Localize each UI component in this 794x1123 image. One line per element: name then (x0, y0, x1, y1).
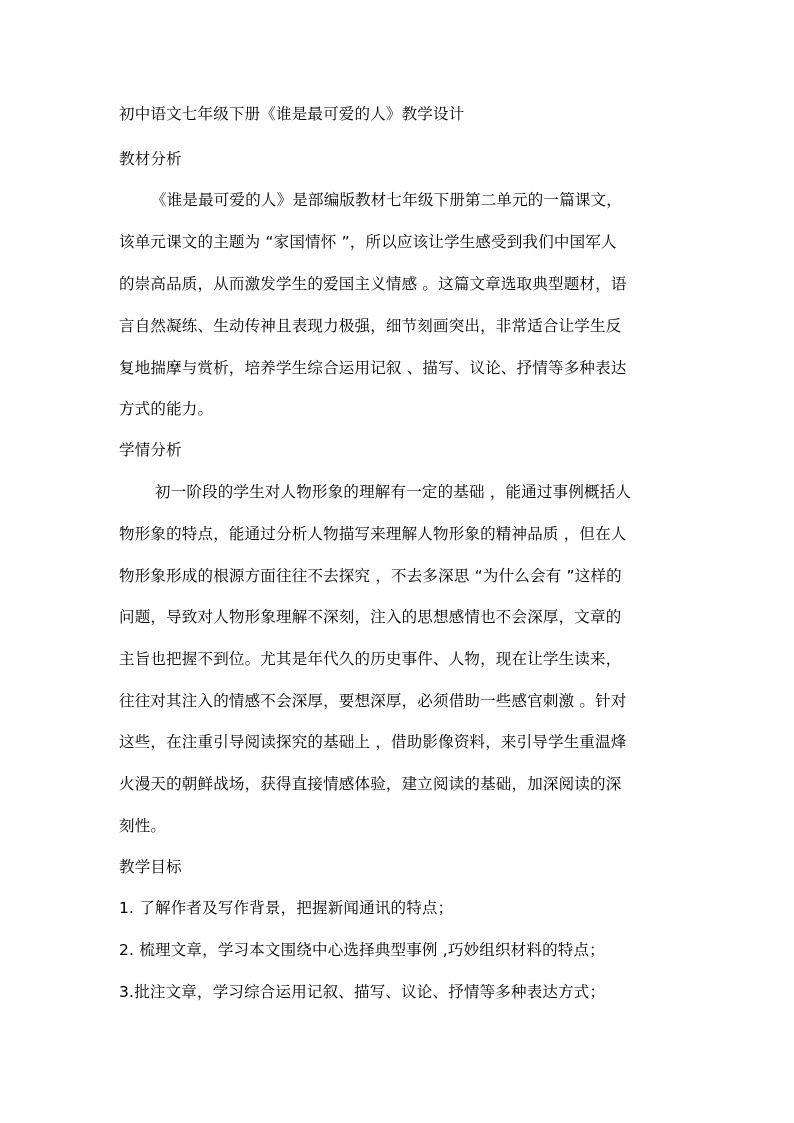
paragraph-line: 《谁是最可爱的人》是部编版教材七年级下册第二单元的一篇课文， (151, 191, 623, 209)
paragraph-line: 问题，导致对人物形象理解不深刻，注入的思想感情也不会深厚，文章的 (119, 608, 622, 626)
paragraph-line: 该单元课文的主题为 “家国情怀 ”，所以应该让学生感受到我们中国军人 (119, 233, 617, 251)
paragraph-line: 言自然凝练、生动传神且表现力极强，细节刻画突出，非常适合让学生反 (119, 317, 622, 335)
paragraph-line: 刻性。 (119, 817, 167, 835)
section-heading-learner-analysis: 学情分析 (119, 441, 182, 459)
paragraph-line: 火漫天的朝鲜战场，获得直接情感体验，建立阅读的基础，加深阅读的深 (119, 775, 622, 793)
list-item: 1. 了解作者及写作背景，把握新闻通讯的特点； (119, 899, 454, 917)
paragraph-line: 的崇高品质，从而激发学生的爱国主义情感 。这篇文章选取典型题材，语 (119, 275, 627, 293)
paragraph-line: 主旨也把握不到位。尤其是年代久的历史事件、人物，现在让学生读来， (119, 650, 622, 668)
section-heading-teaching-objectives: 教学目标 (119, 858, 182, 876)
section-heading-textbook-analysis: 教材分析 (119, 150, 182, 168)
paragraph-line: 物形象形成的根源方面往往不去探究 ，不去多深思 “为什么会有 ”这样的 (119, 567, 622, 585)
paragraph-line: 初一阶段的学生对人物形象的理解有一定的基础 ，能通过事例概括人 (155, 483, 632, 501)
paragraph-line: 复地揣摩与赏析，培养学生综合运用记叙 、描写、议论、抒情等多种表达 (119, 359, 627, 377)
list-item: 3.批注文章，学习综合运用记叙、描写、议论、抒情等多种表达方式； (119, 983, 606, 1001)
paragraph-line: 往往对其注入的情感不会深厚，要想深厚，必须借助一些感官刺激 。针对 (119, 692, 627, 710)
paragraph-line: 物形象的特点，能通过分析人物描写来理解人物形象的精神品质 ，但在人 (119, 525, 627, 543)
paragraph-line: 这些，在注重引导阅读探究的基础上 ，借助影像资料，来引导学生重温烽 (119, 733, 627, 751)
document-title: 初中语文七年级下册《谁是最可爱的人》教学设计 (119, 105, 465, 123)
paragraph-line: 方式的能力。 (119, 400, 214, 418)
list-item: 2. 梳理文章，学习本文围绕中心选择典型事例 ,巧妙组织材料的特点； (119, 941, 605, 959)
